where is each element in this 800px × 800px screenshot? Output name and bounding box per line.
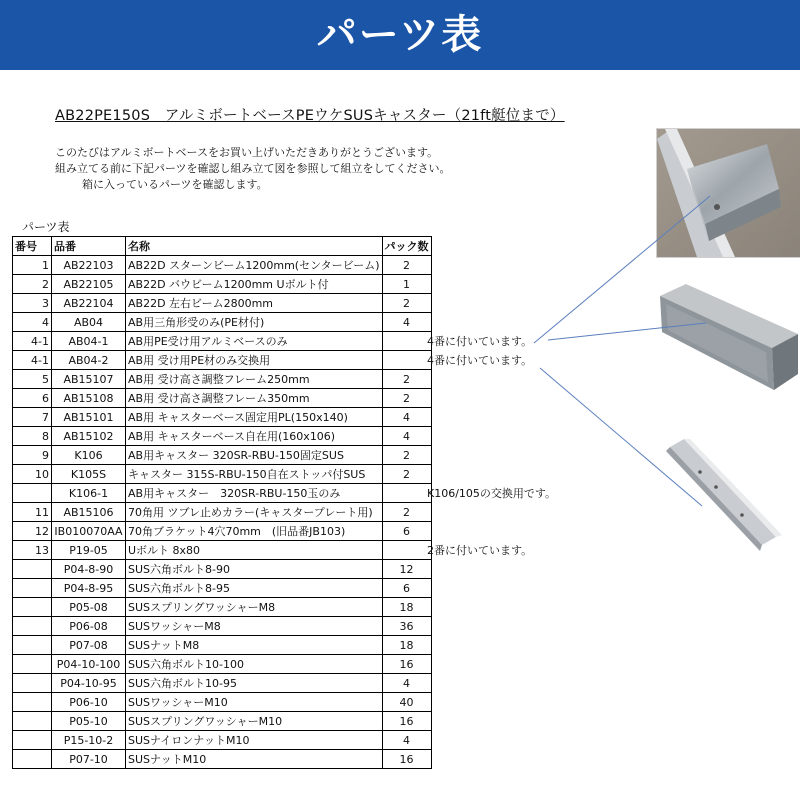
intro-line-3: 箱に入っているパーツを確認します。 <box>82 178 268 191</box>
part-name-cell: 70角ブラケット4穴70mm (旧品番JB103) <box>126 522 383 541</box>
part-code-cell: P06-10 <box>52 693 126 712</box>
part-number-cell: 10 <box>13 465 52 484</box>
part-name-cell: AB用キャスター 320SR-RBU-150玉のみ <box>126 484 383 503</box>
header-number: 番号 <box>13 237 52 256</box>
part-code-cell: AB04 <box>52 313 126 332</box>
part-number-cell: 4-1 <box>13 332 52 351</box>
pack-count-cell: 18 <box>382 636 431 655</box>
leader-line-ab04-2 <box>548 323 706 340</box>
intro-line-1: このたびはアルミボートベースをお買い上げいただきありがとうございます。 <box>55 146 439 159</box>
part-name-cell: AB22D スターンビーム1200mm(センタービーム) <box>126 256 383 275</box>
part-number-cell: 13 <box>13 541 52 560</box>
part-name-cell: キャスター 315S-RBU-150自在ストッパ付SUS <box>126 465 383 484</box>
pack-count-cell: 16 <box>382 712 431 731</box>
pack-count-cell: 4 <box>382 674 431 693</box>
page-title: パーツ表 <box>316 12 484 58</box>
part-name-cell: SUSナイロンナットM10 <box>126 731 383 750</box>
pack-count-cell: 16 <box>382 750 431 769</box>
part-name-cell: SUSナットM8 <box>126 636 383 655</box>
part-number-cell: 4-1 <box>13 351 52 370</box>
leader-line-ab04-1 <box>534 196 710 343</box>
part-name-cell: AB用 受け用PE材のみ交換用 <box>126 351 383 370</box>
part-name-cell: SUSナットM10 <box>126 750 383 769</box>
part-name-cell: SUS六角ボルト8-95 <box>126 579 383 598</box>
part-name-cell: SUSワッシャーM8 <box>126 617 383 636</box>
pack-count-cell: 6 <box>382 522 431 541</box>
header-part-code: 品番 <box>52 237 126 256</box>
part-name-cell: SUSスプリングワッシャーM8 <box>126 598 383 617</box>
pack-count-cell: 2 <box>382 256 431 275</box>
pack-count-cell: 2 <box>382 294 431 313</box>
header-part-name: 名称 <box>126 237 383 256</box>
part-code-cell: P04-10-100 <box>52 655 126 674</box>
leader-line-caster-plate <box>540 368 702 506</box>
part-number-cell: 5 <box>13 370 52 389</box>
part-name-cell: AB用三角形受のみ(PE材付) <box>126 313 383 332</box>
part-code-cell: P05-08 <box>52 598 126 617</box>
note-ab04-2: 4番に付いています。 <box>427 354 533 367</box>
part-number-cell: 1 <box>13 256 52 275</box>
note-k106-1: K106/105の交換用です。 <box>427 487 557 500</box>
part-number-cell: 7 <box>13 408 52 427</box>
part-name-cell: AB用 キャスターベース固定用PL(150x140) <box>126 408 383 427</box>
note-ab04-1: 4番に付いています。 <box>427 335 533 348</box>
pack-count-cell: 4 <box>382 313 431 332</box>
part-code-cell: AB04-2 <box>52 351 126 370</box>
part-number-cell: 9 <box>13 446 52 465</box>
pack-count-cell: 4 <box>382 731 431 750</box>
parts-table-title: パーツ表 <box>22 220 70 234</box>
part-code-cell: AB15107 <box>52 370 126 389</box>
pack-count-cell: 4 <box>382 408 431 427</box>
part-code-cell: AB22103 <box>52 256 126 275</box>
part-code-cell: P07-08 <box>52 636 126 655</box>
pack-count-cell: 18 <box>382 598 431 617</box>
part-code-cell: AB22104 <box>52 294 126 313</box>
pack-count-cell: 12 <box>382 560 431 579</box>
part-name-cell: AB用 受け高さ調整フレーム350mm <box>126 389 383 408</box>
pack-count-cell: 4 <box>382 427 431 446</box>
product-title: AB22PE150S アルミボートベースPEウケSUSキャスター（21ft艇位まで） <box>55 108 565 124</box>
pack-count-cell: 2 <box>382 503 431 522</box>
part-code-cell: K106 <box>52 446 126 465</box>
part-code-cell: P15-10-2 <box>52 731 126 750</box>
part-name-cell: 70角用 ツブレ止めカラー(キャスタープレート用) <box>126 503 383 522</box>
part-number-cell: 12 <box>13 522 52 541</box>
part-code-cell: P07-10 <box>52 750 126 769</box>
part-name-cell: AB用 受け高さ調整フレーム250mm <box>126 370 383 389</box>
part-code-cell: P06-08 <box>52 617 126 636</box>
pack-count-cell: 40 <box>382 693 431 712</box>
part-name-cell: SUS六角ボルト10-100 <box>126 655 383 674</box>
pack-count-cell: 2 <box>382 370 431 389</box>
pack-count-cell: 1 <box>382 275 431 294</box>
part-name-cell: Uボルト 8x80 <box>126 541 383 560</box>
part-number-cell: 6 <box>13 389 52 408</box>
note-p19-05: 2番に付いています。 <box>427 544 533 557</box>
part-code-cell: AB15101 <box>52 408 126 427</box>
part-code-cell: P05-10 <box>52 712 126 731</box>
part-name-cell: SUSスプリングワッシャーM10 <box>126 712 383 731</box>
intro-line-2: 組み立てる前に下記パーツを確認し組み立て図を参照して組立をしてください。 <box>55 162 451 175</box>
pack-count-cell: 2 <box>382 465 431 484</box>
pack-count-cell: 36 <box>382 617 431 636</box>
part-code-cell: AB15102 <box>52 427 126 446</box>
part-code-cell: AB04-1 <box>52 332 126 351</box>
part-number-cell: 3 <box>13 294 52 313</box>
part-code-cell: AB15108 <box>52 389 126 408</box>
part-code-cell: P04-10-95 <box>52 674 126 693</box>
part-code-cell: K106-1 <box>52 484 126 503</box>
pack-count-cell: 6 <box>382 579 431 598</box>
part-name-cell: SUS六角ボルト8-90 <box>126 560 383 579</box>
pack-count-cell: 2 <box>382 389 431 408</box>
part-code-cell: AB15106 <box>52 503 126 522</box>
part-code-cell: AB22105 <box>52 275 126 294</box>
header-pack-count: パック数 <box>382 237 431 256</box>
part-number-cell: 8 <box>13 427 52 446</box>
part-name-cell: AB22D 左右ビーム2800mm <box>126 294 383 313</box>
part-name-cell: AB用PE受け用アルミベースのみ <box>126 332 383 351</box>
part-number-cell: 4 <box>13 313 52 332</box>
part-name-cell: AB用 キャスターベース自在用(160x106) <box>126 427 383 446</box>
part-number-cell: 2 <box>13 275 52 294</box>
part-code-cell: P19-05 <box>52 541 126 560</box>
part-code-cell: P04-8-90 <box>52 560 126 579</box>
part-name-cell: AB22D バウビーム1200mm Uボルト付 <box>126 275 383 294</box>
part-code-cell: P04-8-95 <box>52 579 126 598</box>
part-name-cell: AB用キャスター 320SR-RBU-150固定SUS <box>126 446 383 465</box>
part-number-cell: 11 <box>13 503 52 522</box>
part-name-cell: SUSワッシャーM10 <box>126 693 383 712</box>
part-code-cell: IB010070AA <box>52 522 126 541</box>
part-code-cell: K105S <box>52 465 126 484</box>
pack-count-cell: 2 <box>382 446 431 465</box>
pack-count-cell: 16 <box>382 655 431 674</box>
part-name-cell: SUS六角ボルト10-95 <box>126 674 383 693</box>
